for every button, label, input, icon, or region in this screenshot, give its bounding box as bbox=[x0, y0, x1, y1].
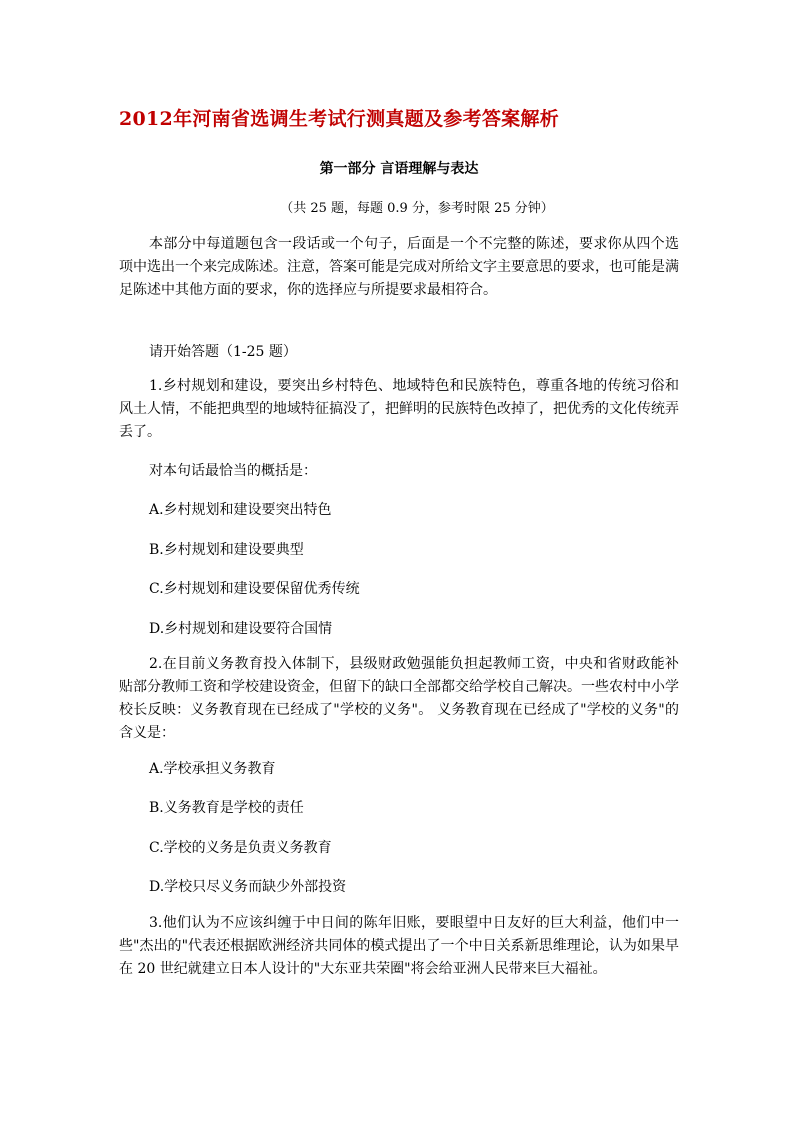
question-1-text: 1.乡村规划和建设，要突出乡村特色、地域特色和民族特色，尊重各地的传统习俗和风土人情，不能把典型的地域特征搞没了，把鲜明的民族特色改掉了，把优秀的文化传统弄丢了。 bbox=[119, 378, 679, 440]
start-prompt: 请开始答题（1-25 题） bbox=[149, 344, 297, 360]
document-title: 2012年河南省选调生考试行测真题及参考答案解析 bbox=[119, 108, 560, 130]
question-2-option-c: C.学校的义务是负责义务教育 bbox=[149, 840, 332, 856]
section-note: （共 25 题，每题 0.9 分，参考时限 25 分钟） bbox=[280, 201, 554, 216]
question-1-option-b: B.乡村规划和建设要典型 bbox=[149, 542, 304, 558]
question-2-option-a: A.学校承担义务教育 bbox=[149, 761, 276, 777]
question-3-text: 3.他们认为不应该纠缠于中日间的陈年旧账，要眼望中日友好的巨大利益，他们中一些"杰出的"代表还根据欧洲经济共同体的模式提出了一个中日关系新思维理论，认为如果早在 20 世纪就建立日本人设计的"大东亚共荣圈"将会给亚洲人民带来巨大福祉。 bbox=[119, 915, 679, 977]
question-2-option-b: B.义务教育是学校的责任 bbox=[149, 800, 304, 816]
question-2-text: 2.在目前义务教育投入体制下，县级财政勉强能负担起教师工资，中央和省财政能补贴部分教师工资和学校建设资金，但留下的缺口全部都交给学校自己解决。一些农村中小学校长反映：义务教育现在已经成了"学校的义务"。 义务教育现在已经成了"学校的义务"的含义是： bbox=[119, 656, 679, 741]
section-title: 第一部分 言语理解与表达 bbox=[319, 161, 479, 177]
question-1-option-d: D.乡村规划和建设要符合国情 bbox=[149, 621, 333, 637]
question-2-option-d: D.学校只尽义务而缺少外部投资 bbox=[149, 879, 347, 895]
instructions-paragraph: 本部分中每道题包含一段话或一个句子，后面是一个不完整的陈述，要求你从四个选项中选出一个来完成陈述。注意，答案可能是完成对所给文字主要意思的要求，也可能是满足陈述中其他方面的要求，你的选择应与所提要求最相符合。 bbox=[119, 236, 679, 298]
question-1-option-a: A.乡村规划和建设要突出特色 bbox=[149, 502, 332, 518]
question-1-prompt: 对本句话最恰当的概括是： bbox=[149, 463, 317, 479]
question-1-option-c: C.乡村规划和建设要保留优秀传统 bbox=[149, 581, 360, 597]
